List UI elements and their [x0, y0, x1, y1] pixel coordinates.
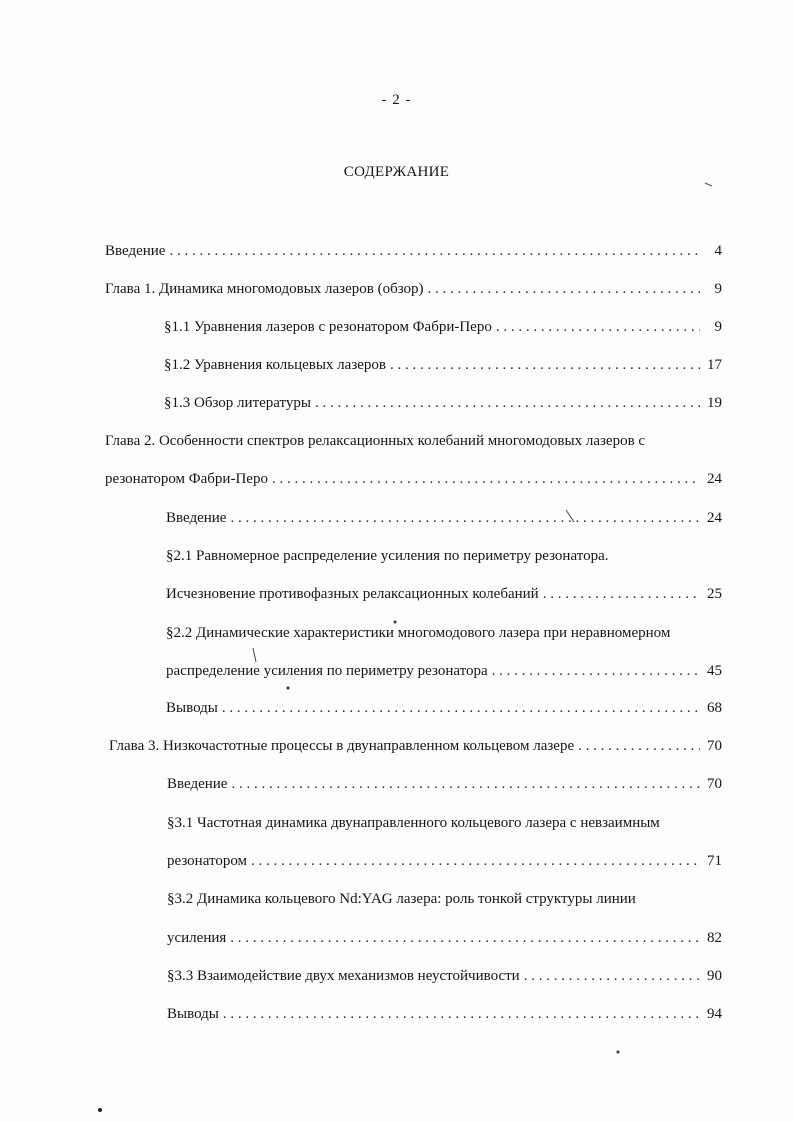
page-number: - 2 - — [381, 92, 412, 108]
toc-entry-page: 70 — [707, 776, 722, 792]
toc-entry-intro — [105, 242, 722, 260]
toc-entry-label: §1.3 Обзор литературы — [164, 395, 311, 411]
toc-entry-label: §1.1 Уравнения лазеров с резонатором Фабри-Перо — [164, 319, 492, 335]
toc-entry-chapter-2-intro — [166, 509, 722, 527]
toc-entry-label: §1.2 Уравнения кольцевых лазеров — [164, 357, 386, 373]
dot-leader — [428, 280, 700, 298]
dot-leader — [223, 1005, 700, 1023]
toc-entry-section-1-3 — [164, 394, 722, 412]
toc-entry-page: 71 — [707, 853, 722, 869]
dot-leader — [230, 509, 700, 527]
dot-leader — [251, 852, 700, 870]
dot-leader — [315, 394, 700, 412]
toc-entry-section-3-2-line-1: §3.2 Динамика кольцевого Nd:YAG лазера: роль тонкой структуры линии — [167, 891, 636, 907]
toc-entry-page: 82 — [707, 930, 722, 946]
toc-entry-label: Выводы — [167, 1006, 219, 1022]
toc-entry-page: 90 — [707, 968, 722, 984]
toc-entry-section-1-2 — [164, 356, 722, 374]
toc-entry-label: резонатором Фабри-Перо — [105, 471, 268, 487]
toc-entry-section-3-1-line-1: §3.1 Частотная динамика двунаправленного кольцевого лазера с невзаимным — [167, 815, 660, 831]
dot-leader — [543, 585, 700, 603]
toc-entry-section-2-1 — [166, 585, 722, 603]
toc-entry-chapter-3-conclusions — [167, 1005, 722, 1023]
toc-entry-section-2-1-line-1: §2.1 Равномерное распределение усиления по периметру резонатора. — [166, 548, 609, 564]
toc-entry-page: 9 — [714, 281, 722, 297]
toc-entry-label: резонатором — [167, 853, 248, 869]
toc-entry-section-3-3 — [167, 967, 722, 985]
toc-title: СОДЕРЖАНИЕ — [343, 164, 450, 180]
dot-leader — [231, 775, 700, 793]
dot-leader — [230, 929, 700, 947]
toc-entry-section-3-2 — [167, 929, 722, 947]
toc-entry-label: Введение — [105, 243, 166, 259]
toc-entry-page: 17 — [707, 357, 722, 373]
toc-entry-label: Выводы — [166, 700, 218, 716]
toc-entry-label: Глава 3. Низкочастотные процессы в двунаправленном кольцевом лазере — [109, 738, 575, 754]
toc-entry-page: 25 — [707, 586, 722, 602]
toc-entry-page: 24 — [707, 471, 722, 487]
dot-leader — [524, 967, 700, 985]
toc-entry-label: усиления — [167, 930, 227, 946]
toc-entry-label: Введение — [166, 510, 227, 526]
toc-entry-page: 19 — [707, 395, 722, 411]
toc-entry-label: распределение усиления по периметру резонатора — [166, 663, 488, 679]
dot-leader — [272, 470, 700, 488]
toc-entry-page: 24 — [707, 510, 722, 526]
dot-leader — [390, 356, 700, 374]
toc-entry-chapter-1 — [105, 280, 722, 298]
toc-entry-chapter-2 — [105, 470, 722, 488]
toc-entry-chapter-3-intro — [167, 775, 722, 793]
toc-entry-label: §3.3 Взаимодействие двух механизмов неустойчивости — [167, 968, 520, 984]
toc-entry-page: 70 — [707, 738, 722, 754]
dot-leader — [578, 737, 700, 755]
toc-entry-chapter-2-line-1: Глава 2. Особенности спектров релаксационных колебаний многомодовых лазеров с — [105, 433, 646, 449]
toc-entry-section-2-2 — [166, 662, 722, 680]
toc-entry-section-3-1 — [167, 852, 722, 870]
dot-leader — [169, 242, 700, 260]
toc-entry-page: 68 — [707, 700, 722, 716]
dot-leader — [222, 699, 700, 717]
toc-entry-chapter-2-conclusions — [166, 699, 722, 717]
toc-entry-chapter-3 — [109, 737, 722, 755]
toc-entry-label: Введение — [167, 776, 228, 792]
toc-entry-section-1-1 — [164, 318, 722, 336]
dot-leader — [492, 662, 700, 680]
toc-entry-page: 94 — [707, 1006, 722, 1022]
toc-entry-section-2-2-line-1: §2.2 Динамические характеристики многомодового лазера при неравномерном — [166, 625, 671, 641]
dot-leader — [496, 318, 700, 336]
toc-entry-page: 9 — [714, 319, 722, 335]
toc-entry-label: Глава 1. Динамика многомодовых лазеров (обзор) — [105, 281, 424, 297]
toc-entry-page: 4 — [714, 243, 722, 259]
toc-entry-page: 45 — [707, 663, 722, 679]
toc-entry-label: Исчезновение противофазных релаксационных колебаний — [166, 586, 539, 602]
